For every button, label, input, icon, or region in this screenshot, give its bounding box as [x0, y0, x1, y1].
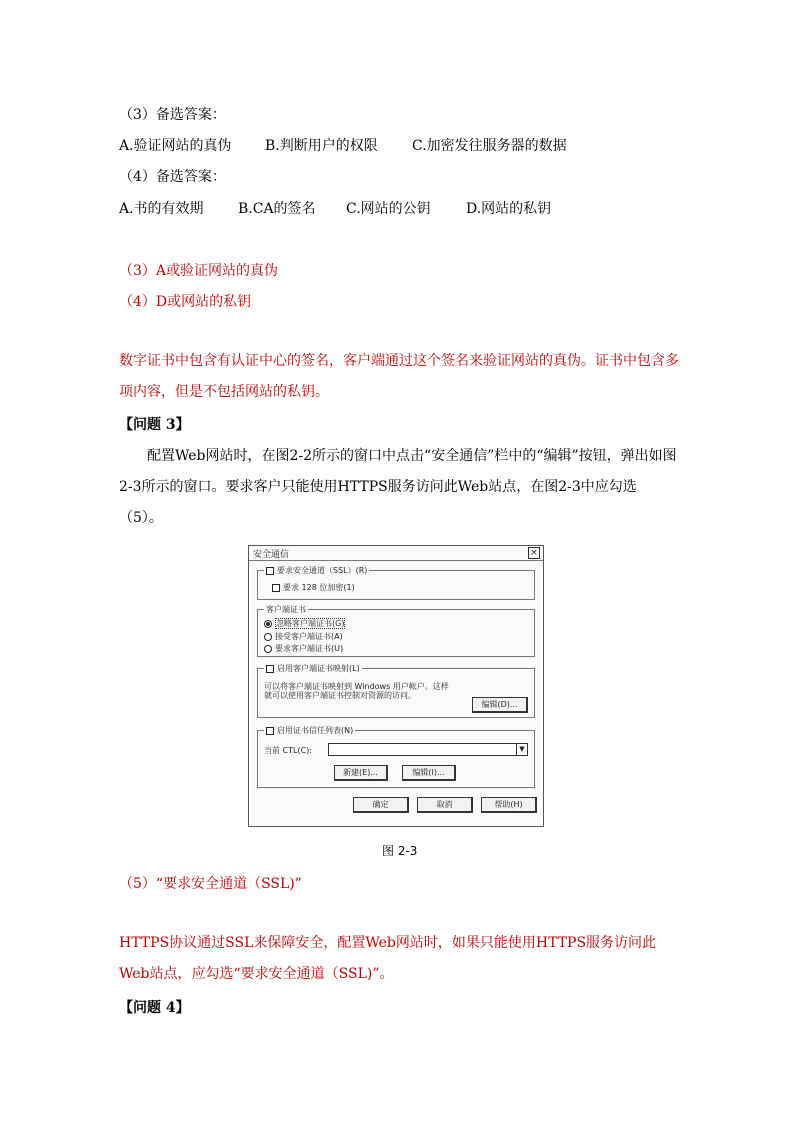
q3-option-a: A.验证网站的真伪	[119, 138, 232, 154]
answer-5: （5）“要求安全通道（SSL)”	[119, 876, 302, 892]
mapping-description-2: 就可以使用客户端证书控制对资源的访问。	[264, 691, 416, 700]
require-ssl-option[interactable]	[264, 565, 369, 576]
dialog-title: 安全通信	[253, 550, 290, 560]
answer-3: （3）A或验证网站的真伪	[119, 263, 279, 279]
edit-ctl-button[interactable]: 编辑(I)...	[402, 765, 456, 781]
cert-mapping-group	[257, 664, 535, 718]
edit-mapping-button[interactable]: 编辑(D)...	[472, 697, 528, 713]
ignore-cert-radio[interactable]	[264, 620, 272, 628]
enable-mapping-option[interactable]	[264, 663, 362, 674]
enable-ctl-label: 启用证书信任列表(N)	[277, 726, 354, 735]
cancel-button[interactable]: 取消	[417, 797, 473, 813]
require-128-label: 要求 128 位加密(1)	[283, 583, 355, 592]
q4-option-d: D.网站的私钥	[466, 201, 552, 217]
require-128-option[interactable]	[272, 582, 355, 593]
close-icon[interactable]: ×	[528, 547, 540, 559]
ssl-group	[257, 566, 535, 600]
enable-mapping-checkbox[interactable]	[266, 665, 274, 673]
ignore-cert-label: 忽略客户端证书(G)	[276, 619, 345, 628]
question-4-heading: 【问题 4】	[119, 1000, 190, 1016]
accept-cert-label: 接受客户端证书(A)	[275, 632, 343, 641]
new-ctl-button[interactable]: 新建(E)...	[334, 765, 388, 781]
chevron-down-icon[interactable]: ▼	[516, 744, 527, 755]
accept-cert-radio[interactable]	[264, 633, 272, 641]
help-button[interactable]: 帮助(H)	[481, 797, 537, 813]
dialog-titlebar	[249, 546, 543, 561]
q4-option-b: B.CA的签名	[238, 201, 316, 217]
enable-ctl-checkbox[interactable]	[266, 727, 274, 735]
question-3-heading: 【问题 3】	[119, 417, 190, 433]
ok-button[interactable]: 确定	[353, 797, 409, 813]
enable-mapping-label: 启用客户端证书映射(L)	[277, 664, 360, 673]
q4-options-label: （4）备选答案：	[119, 169, 226, 185]
mapping-description-1: 可以将客户端证书映射到 Windows 用户帐户。这样	[264, 682, 449, 691]
question-3-text: 配置Web网站时，在图2-2所示的窗口中点击“安全通信”栏中的“编辑”按钮，弹出如图2-3所示的窗口。要求客户只能使用HTTPS服务访问此Web站点，在图2-3中应勾选（5）。	[119, 448, 677, 526]
ctl-group	[257, 726, 535, 788]
client-cert-group-label: 客户端证书	[266, 605, 306, 614]
q4-option-c: C.网站的公钥	[346, 201, 431, 217]
enable-ctl-option[interactable]	[264, 725, 355, 736]
q3-option-b: B.判断用户的权限	[265, 138, 378, 154]
q3-options-label: （3）备选答案：	[119, 107, 226, 123]
current-ctl-select[interactable]	[328, 743, 528, 756]
require-cert-option[interactable]	[264, 643, 343, 654]
figure-caption: 图 2-3	[382, 844, 418, 858]
ignore-cert-option[interactable]	[264, 618, 345, 629]
current-ctl-label: 当前 CTL(C):	[264, 746, 312, 755]
answer-4: （4）D或网站的私钥	[119, 294, 252, 310]
accept-cert-option[interactable]	[264, 631, 343, 642]
explanation-2: HTTPS协议通过SSL来保障安全，配置Web网站时，如果只能使用HTTPS服务访问此Web站点，应勾选“要求安全通道（SSL)”。	[119, 935, 657, 982]
client-cert-group	[257, 605, 535, 657]
security-dialog	[248, 545, 544, 827]
q4-option-a: A.书的有效期	[119, 201, 204, 217]
explanation-1: 数字证书中包含有认证中心的签名，客户端通过这个签名来验证网站的真伪。证书中包含多项内容，但是不包括网站的私钥。	[119, 353, 679, 400]
require-cert-label: 要求客户端证书(U)	[275, 644, 344, 653]
q3-option-c: C.加密发往服务器的数据	[412, 138, 567, 154]
require-128-checkbox[interactable]	[272, 584, 280, 592]
require-ssl-label: 要求安全通道（SSL）(R)	[277, 566, 368, 575]
require-ssl-checkbox[interactable]	[266, 567, 274, 575]
require-cert-radio[interactable]	[264, 645, 272, 653]
